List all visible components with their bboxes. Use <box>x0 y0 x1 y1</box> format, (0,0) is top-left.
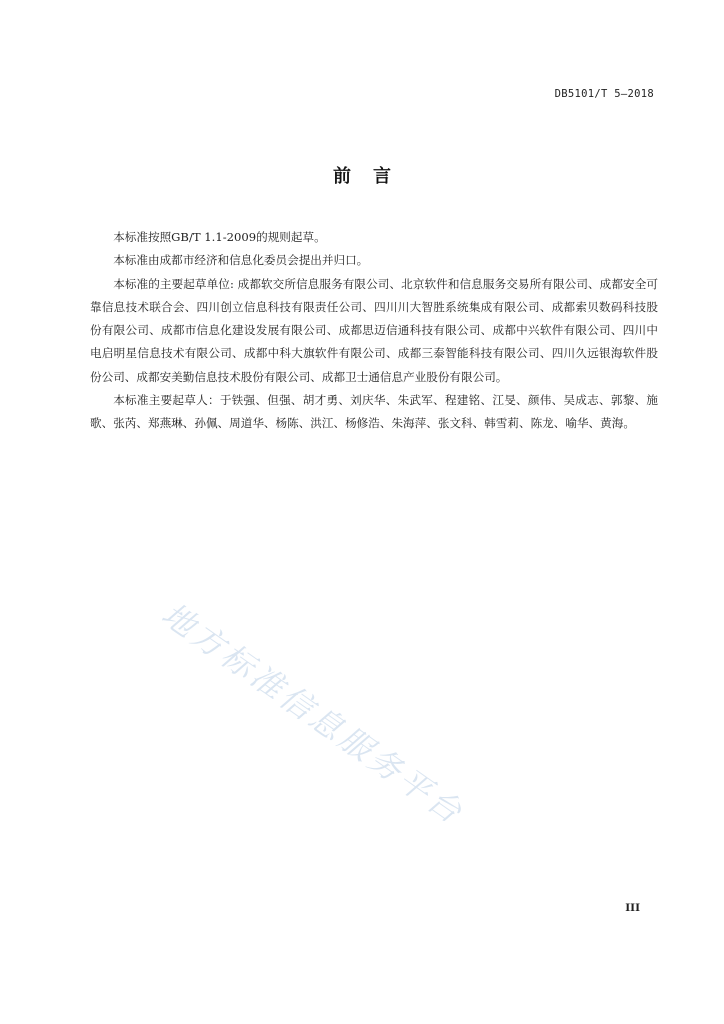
paragraph-drafters: 本标准主要起草人：于铁强、但强、胡才勇、刘庆华、朱武军、程建铭、江旻、颜伟、吴成志、郭黎、施歌、张芮、郑燕琳、孙佩、周道华、杨陈、洪江、杨修浩、朱海萍、张文科、韩雪莉、陈龙、喻华、黄海。 <box>90 393 658 431</box>
page-number: III <box>625 902 640 914</box>
watermark: 地方标准信息服务平台 <box>154 594 472 833</box>
paragraph-proposer: 本标准由成都市经济和信息化委员会提出并归口。 <box>113 253 369 268</box>
document-code: DB5101/T 5—2018 <box>554 88 654 100</box>
page-title: 前言 <box>333 166 413 187</box>
paragraph-drafting-units: 本标准的主要起草单位: 成都软交所信息服务有限公司、北京软件和信息服务交易所有限公司、成都安全可靠信息技术联合会、四川创立信息科技有限责任公司、四川川大智胜系统集成有限公司、成都索贝数码科技股份有限公司、成都市信息化建设发展有限公司、成都思迈信通科技有限公司、成都中兴软件有限公司、四川中电启明星信息技术有限公司、成都中科大旗软件有限公司、成都三泰智能科技有限公司、四川久远银海软件股份公司、成都安美勤信息技术股份有限公司、成都卫士通信息产业股份有限公司。 <box>90 276 658 384</box>
paragraph-drafting-rules: 本标准按照GB/T 1.1-2009的规则起草。 <box>113 230 326 244</box>
foreword-body <box>90 226 658 436</box>
